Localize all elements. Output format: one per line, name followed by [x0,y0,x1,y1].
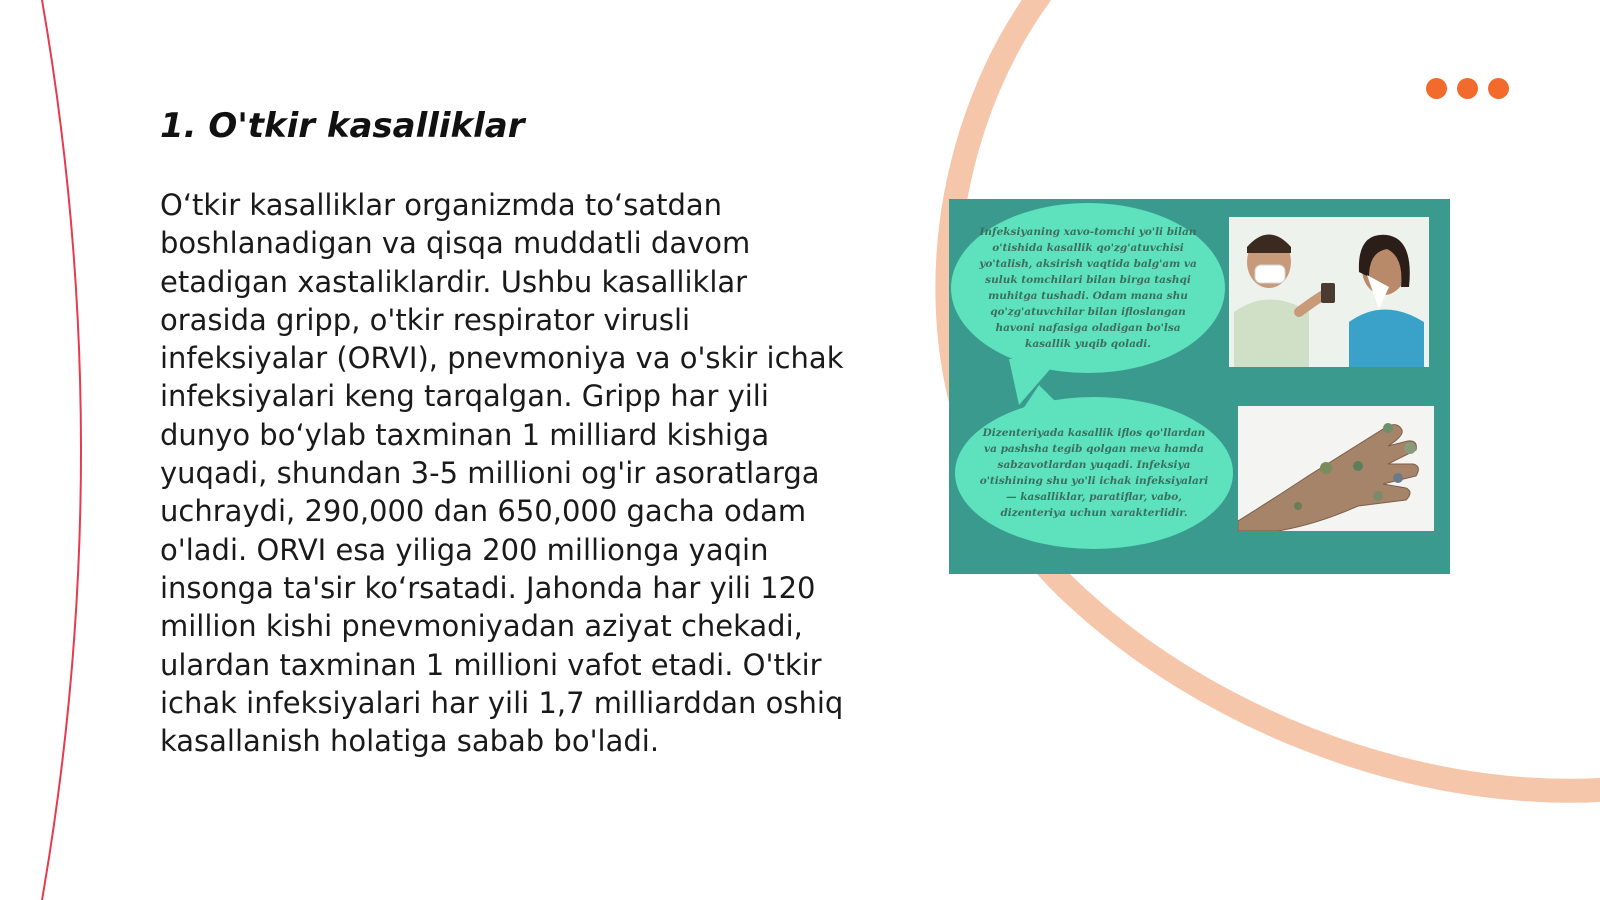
slide-paragraph: O‘tkir kasalliklar organizmda to‘satdan boshlanadigan va qisqa muddatli davom etadigan xastaliklardir. Ushbu kasalliklar orasida gripp, o'tkir respirator virusli infeksiyalar (ORVI), pnevmoniya va o'skir ichak infeksiyalari keng tarqalgan. Gripp har yili dunyo bo‘ylab taxminan 1 milliard kishiga yuqadi, shundan 3-5 millioni og'ir asoratlarga uchraydi, 290,000 dan 650,000 gacha odam o'ladi. ORVI esa yiliga 200 millionga yaqin insonga ta'sir ko‘rsatadi. Jahonda har yili 120 million kishi pnevmoniyadan aziyat chekadi, ulardan taxminan 1 millioni vafot etadi. O'tkir ichak infeksiyalari har yili 1,7 milliarddan oshiq kasallanish holatiga sabab bo'ladi. [160,188,844,759]
dot-1 [1426,78,1447,99]
slide-title: 1. O'tkir kasalliklar [160,106,525,146]
dot-2 [1457,78,1478,99]
dirty-hand-germs-photo [1238,406,1434,531]
more-dots-icon[interactable] [1426,78,1509,99]
speech-bubble-airborne: Infeksiyaning xavo-tomchi yo'li bilan o'tishida kasallik qo'zg'atuvchisi yo'talish, aksirish vaqtida balg'am va suluk tomchilari bilan birga tashqi muhitga tushadi. Odam mana shu qo'zg'atuvchilar bilan ifloslangan havoni nafasiga oladigan bo'lsa kasallik yuqib qoladi. [951,203,1225,373]
dot-3 [1488,78,1509,99]
left-red-curve [42,0,81,900]
people-coughing-photo [1229,217,1429,367]
infection-infographic [949,199,1450,574]
speech-bubble-intestinal: Dizenteriyada kasallik iflos qo'llardan va pashsha tegib qolgan meva hamda sabzavotlardan yuqadi. Infeksiya o'tishining shu yo'li ichak infeksiyalari — kasalliklar, paratiflar, vabo, dizenteriya uchun xarakterlidir. [955,397,1233,549]
